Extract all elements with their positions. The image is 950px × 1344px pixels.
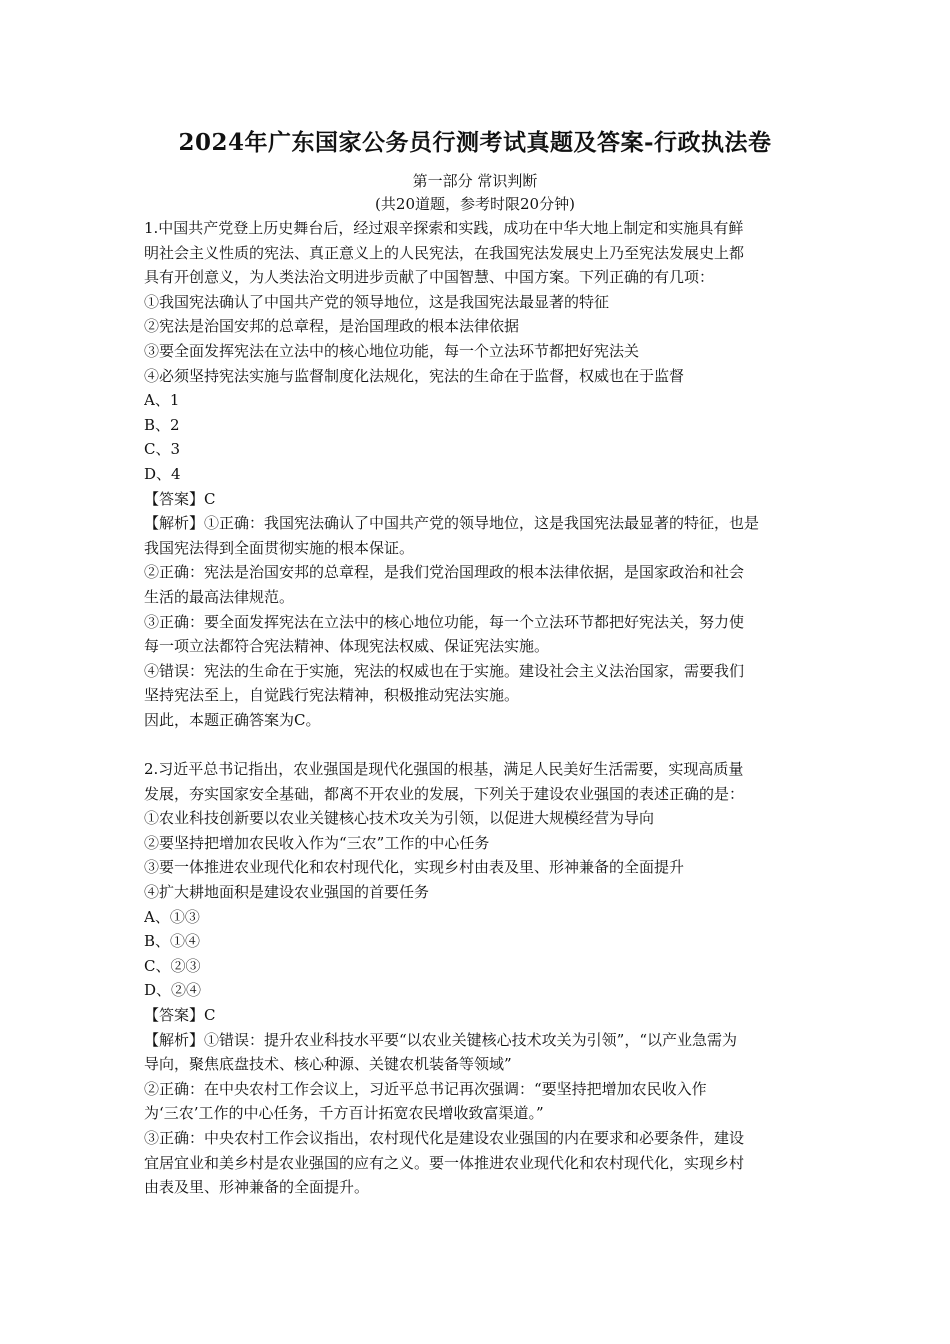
analysis-line: 宜居宜业和美乡村是农业强国的应有之义。要一体推进农业现代化和农村现代化，实现乡村 [144, 1153, 745, 1172]
statement-2: ②宪法是治国安邦的总章程，是治国理政的根本法律依据 [144, 317, 520, 336]
statement-4: ④必须坚持宪法实施与监督制度化法规化，宪法的生命在于监督，权威也在于监督 [144, 366, 685, 385]
analysis-line: 我国宪法得到全面贯彻实施的根本保证。 [144, 538, 415, 557]
analysis-line: 坚持宪法至上，自觉践行宪法精神，积极推动宪法实施。 [144, 686, 520, 705]
option-a: A、①③ [144, 907, 200, 926]
question-stem-line: 发展，夯实国家安全基础，都离不开农业的发展，下列关于建设农业强国的表述正确的是： [144, 784, 745, 803]
question-stem-line: 具有开创意义，为人类法治文明进步贡献了中国智慧、中国方案。下列正确的有几项： [144, 268, 715, 287]
section-note: (共20道题，参考时限20分钟) [375, 195, 575, 213]
option-d: D、4 [144, 464, 181, 483]
question-stem-line: 1.中国共产党登上历史舞台后，经过艰辛探索和实践，成功在中华大地上制定和实施具有鲜 [144, 219, 744, 237]
statement-1: ①农业科技创新要以农业关键核心技术攻关为引领，以促进大规模经营为导向 [144, 809, 655, 828]
option-b: B、①④ [144, 932, 201, 951]
analysis-line: ②正确：在中央农村工作会议上，习近平总书记再次强调：“要坚持把增加农民收入作 [144, 1079, 707, 1098]
option-a: A、1 [144, 391, 180, 410]
question-2 [144, 757, 814, 1200]
statement-4: ④扩大耕地面积是建设农业强国的首要任务 [144, 883, 430, 902]
document-body [144, 216, 814, 1200]
analysis-conclusion: 因此，本题正确答案为C。 [144, 710, 321, 729]
statement-1: ①我国宪法确认了中国共产党的领导地位，这是我国宪法最显著的特征 [144, 292, 610, 311]
analysis-line: 导向，聚焦底盘技术、核心种源、关键农机装备等领域” [144, 1055, 512, 1074]
spacer [144, 732, 814, 757]
question-stem-line: 明社会主义性质的宪法、真正意义上的人民宪法，在我国宪法发展史上乃至宪法发展史上都 [144, 243, 745, 262]
question-1 [144, 216, 814, 732]
statement-3: ③要全面发挥宪法在立法中的核心地位功能，每一个立法环节都把好宪法关 [144, 341, 640, 360]
answer: 【答案】C [144, 1006, 216, 1024]
option-b: B、2 [144, 415, 180, 434]
analysis-line: ③正确：中央农村工作会议指出，农村现代化是建设农业强国的内在要求和必要条件，建设 [144, 1128, 745, 1147]
document-title: 2024年广东国家公务员行测考试真题及答案-行政执法卷 [178, 129, 772, 156]
analysis-line: 每一项立法都符合宪法精神、体现宪法权威、保证宪法实施。 [144, 637, 550, 656]
option-d: D、②④ [144, 981, 202, 1000]
analysis-line: 为‘三农’工作的中心任务，千方百计拓宽农民增收致富渠道。” [144, 1104, 544, 1123]
analysis-line: ③正确：要全面发挥宪法在立法中的核心地位功能，每一个立法环节都把好宪法关，努力使 [144, 612, 745, 631]
analysis-line: 生活的最高法律规范。 [144, 587, 295, 606]
analysis-line: 【解析】①正确：我国宪法确认了中国共产党的领导地位，这是我国宪法最显著的特征，也是 [144, 514, 760, 533]
section-heading: 第一部分 常识判断 [412, 172, 538, 190]
analysis-line: 【解析】①错误：提升农业科技水平要“以农业关键核心技术攻关为引领”，“以产业急需为 [144, 1030, 738, 1049]
answer: 【答案】C [144, 489, 216, 508]
option-c: C、②③ [144, 956, 201, 975]
statement-2: ②要坚持把增加农民收入作为“三农”工作的中心任务 [144, 833, 490, 852]
analysis-line: ④错误：宪法的生命在于实施，宪法的权威也在于实施。建设社会主义法治国家，需要我们 [144, 661, 745, 680]
option-c: C、3 [144, 440, 181, 459]
analysis-line: 由表及里、形神兼备的全面提升。 [144, 1178, 370, 1197]
statement-3: ③要一体推进农业现代化和农村现代化，实现乡村由表及里、形神兼备的全面提升 [144, 858, 685, 877]
question-stem-line: 2.习近平总书记指出，农业强国是现代化强国的根基，满足人民美好生活需要，实现高质量 [144, 760, 744, 779]
analysis-line: ②正确：宪法是治国安邦的总章程，是我们党治国理政的根本法律依据，是国家政治和社会 [144, 563, 745, 582]
